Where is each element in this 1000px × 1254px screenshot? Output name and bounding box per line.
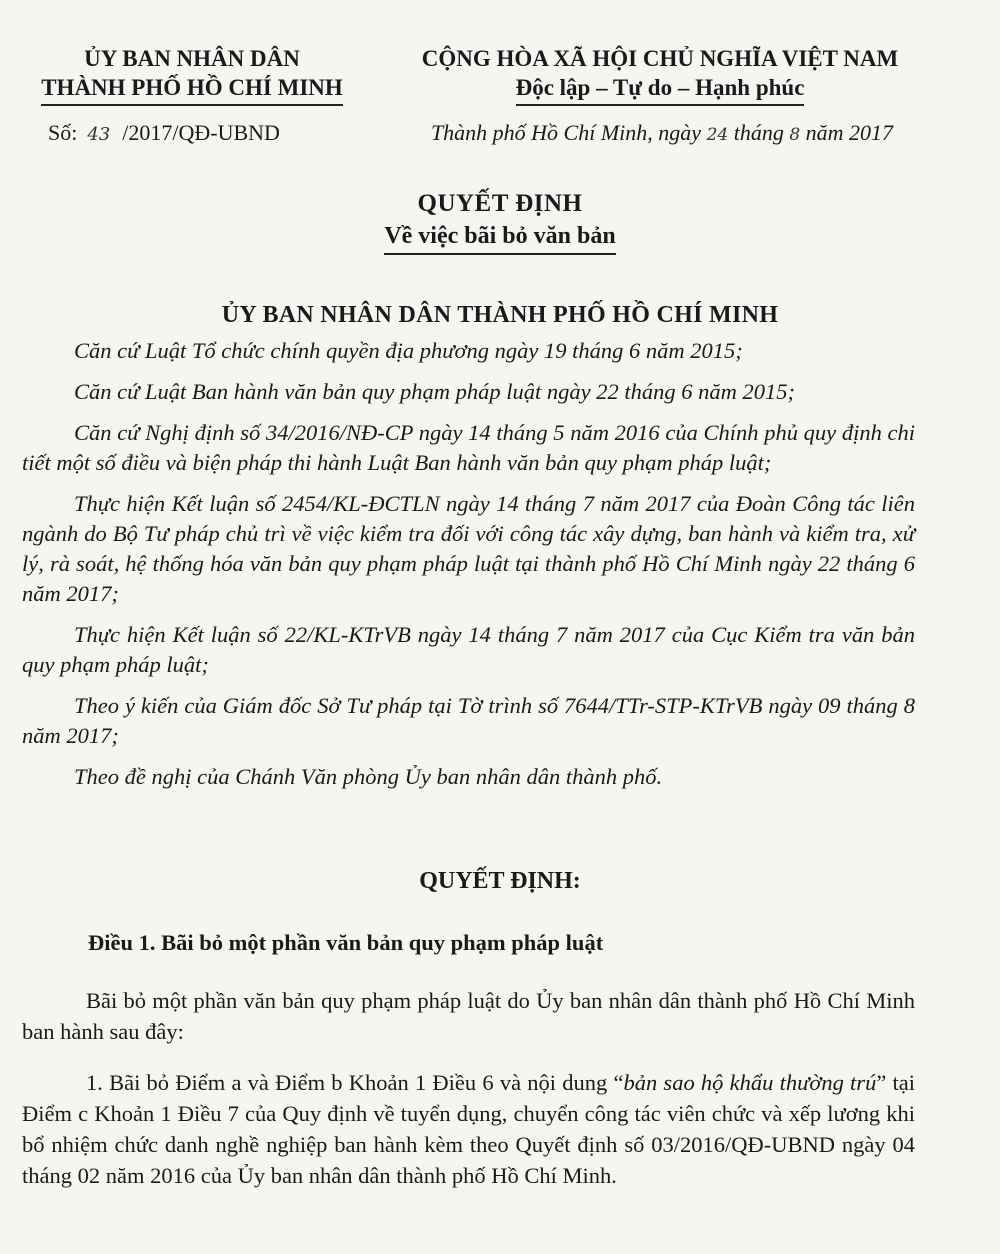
decision-heading: QUYẾT ĐỊNH: (419, 868, 581, 894)
article-1-intro: Bãi bỏ một phần văn bản quy phạm pháp luật do Ủy ban nhân dân thành phố Hồ Chí Minh ban hành sau đây: (22, 988, 915, 1044)
issuing-authority (22, 44, 362, 106)
preamble-paragraph: Căn cứ Luật Ban hành văn bản quy phạm pháp luật ngày 22 tháng 6 năm 2015; (74, 379, 795, 404)
issuer-heading: ỦY BAN NHÂN DÂN THÀNH PHỐ HỒ CHÍ MINH (221, 302, 779, 328)
handwritten-month: 8 (789, 125, 801, 145)
document-number (48, 120, 280, 146)
article-1-title: Điều 1. Bãi bỏ một phần văn bản quy phạm pháp luật (88, 930, 604, 955)
date-part-3: năm 2017 (805, 120, 894, 145)
date-part-2: tháng (733, 120, 784, 145)
motto: Độc lập – Tự do – Hạnh phúc (516, 73, 805, 106)
date-part-1: Thành phố Hồ Chí Minh, ngày (430, 120, 702, 145)
authority-line-1: ỦY BAN NHÂN DÂN (84, 46, 300, 71)
article-1-item-1 (22, 1067, 915, 1191)
number-prefix: Số: (48, 120, 78, 145)
preamble-paragraph: Thực hiện Kết luận số 2454/KL-ĐCTLN ngày 14 tháng 7 năm 2017 của Đoàn Công tác liên ngành do Bộ Tư pháp chủ trì về việc kiểm tra đối với công tác xây dựng, ban hành và kiểm tra, xử lý, rà soát, hệ thống hóa văn bản quy phạm pháp luật tại thành phố Hồ Chí Minh ngày 22 tháng 6 năm 2017; (22, 491, 915, 606)
preamble-paragraph: Theo ý kiến của Giám đốc Sở Tư pháp tại Tờ trình số 7644/TTr-STP-KTrVB ngày 09 tháng 8 năm 2017; (22, 693, 915, 748)
number-suffix: /2017/QĐ-UBND (122, 120, 280, 145)
item-1-text-b: ” tại Điểm c Khoản 1 Điều 7 của Quy định về tuyển dụng, chuyển công tác viên chức và xếp lương khi bổ nhiệm chức danh nghề nghiệp ban hành kèm theo Quyết định số 03/2016/QĐ-UBND ngày 04 tháng 02 năm 2016 của Ủy ban nhân dân thành phố Hồ Chí Minh. (22, 1070, 916, 1188)
handwritten-day: 24 (706, 125, 729, 145)
document-title: QUYẾT ĐỊNH (417, 190, 583, 217)
preamble-paragraph: Căn cứ Nghị định số 34/2016/NĐ-CP ngày 14 tháng 5 năm 2016 của Chính phủ quy định chi tiết một số điều và biện pháp thi hành Luật Ban hành văn bản quy phạm pháp luật; (22, 420, 915, 475)
document-subject (0, 223, 1000, 255)
subject-text: Về việc bãi bỏ văn bản (384, 223, 615, 255)
article-1-body (22, 985, 915, 1211)
handwritten-number: 43 (87, 124, 111, 145)
issue-date (392, 120, 932, 146)
preamble-paragraph: Thực hiện Kết luận số 22/KL-KTrVB ngày 14 tháng 7 năm 2017 của Cục Kiểm tra văn bản quy phạm pháp luật; (22, 622, 915, 677)
national-motto (390, 44, 930, 106)
country-name: CỘNG HÒA XÃ HỘI CHỦ NGHĨA VIỆT NAM (421, 46, 899, 71)
authority-line-2: THÀNH PHỐ HỒ CHÍ MINH (41, 73, 343, 106)
preamble-paragraph: Căn cứ Luật Tổ chức chính quyền địa phương ngày 19 tháng 6 năm 2015; (74, 338, 743, 363)
item-1-text-a: 1. Bãi bỏ Điểm a và Điểm b Khoản 1 Điều 6 và nội dung “ (86, 1070, 624, 1095)
item-1-italic: bản sao hộ khẩu thường trú (623, 1070, 877, 1095)
preamble-paragraph: Theo đề nghị của Chánh Văn phòng Ủy ban nhân dân thành phố. (74, 764, 663, 789)
preamble (22, 336, 915, 803)
